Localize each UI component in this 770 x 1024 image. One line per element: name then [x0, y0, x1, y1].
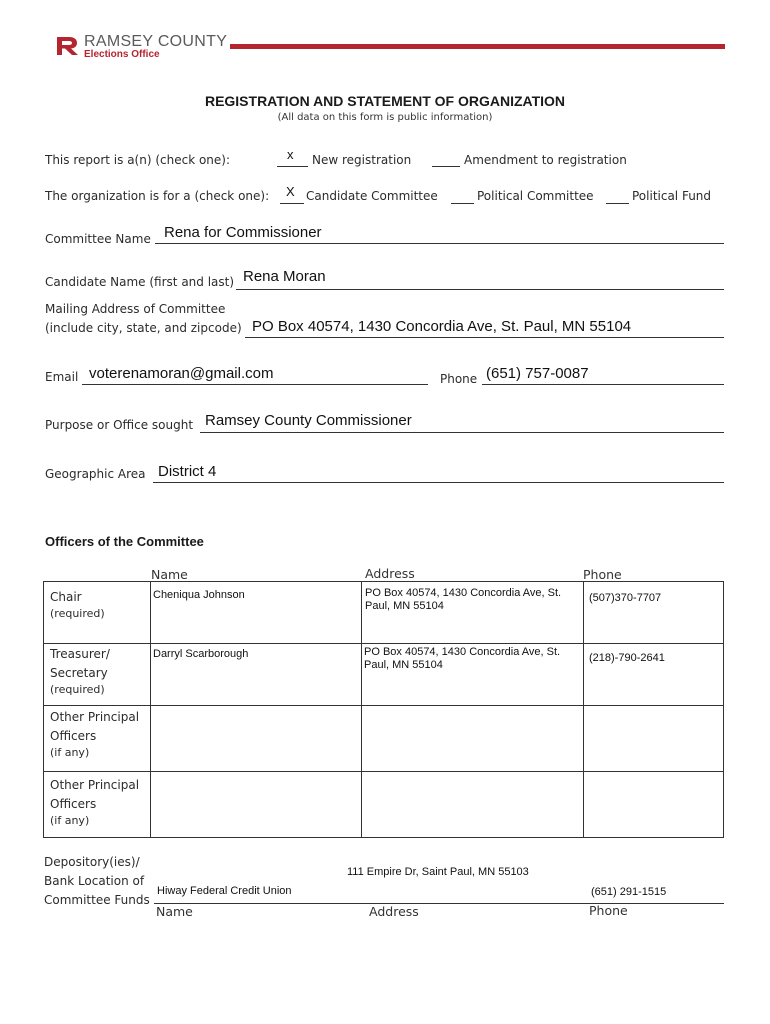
- depository-col-address: Address: [369, 904, 419, 919]
- other-officers-2-note: (if any): [50, 814, 90, 827]
- officers-section-title: Officers of the Committee: [45, 534, 204, 549]
- mailing-address-field[interactable]: PO Box 40574, 1430 Concordia Ave, St. Paul, MN 55104: [252, 318, 632, 335]
- table-row-other-officers-1-label: [50, 708, 148, 759]
- depository-col-phone: Phone: [589, 903, 628, 918]
- mailing-address-hint: (include city, state, and zipcode): [45, 321, 242, 335]
- candidate-name-label: Candidate Name (first and last): [45, 275, 235, 289]
- amendment-blank[interactable]: [432, 166, 460, 167]
- chair-phone-field[interactable]: (507)370-7707: [589, 592, 662, 604]
- other-officers-2-phone-field[interactable]: [589, 778, 719, 833]
- new-registration-blank[interactable]: [277, 166, 308, 167]
- depository-label-line1: Depository(ies)/: [44, 855, 140, 869]
- candidate-committee-label: Candidate Committee: [306, 189, 438, 203]
- depository-phone-field[interactable]: (651) 291-1515: [591, 886, 667, 898]
- email-underline: [82, 384, 428, 385]
- committee-name-underline: [155, 243, 724, 244]
- other-officers-1-name-field[interactable]: [153, 712, 358, 767]
- new-registration-label: New registration: [312, 153, 412, 167]
- officers-col-phone: Phone: [583, 567, 622, 582]
- depository-label: [44, 853, 159, 910]
- political-fund-label: Political Fund: [632, 189, 712, 203]
- header-rule: [230, 44, 725, 49]
- other-officers-1-address-field[interactable]: [365, 712, 579, 767]
- candidate-name-field[interactable]: Rena Moran: [243, 268, 326, 285]
- other-officers-2-name-field[interactable]: [153, 778, 358, 833]
- other-officers-1-role-line2: Officers: [50, 729, 97, 743]
- other-officers-2-role-line1: Other Principal: [50, 778, 140, 792]
- email-field[interactable]: voterenamoran@gmail.com: [89, 365, 274, 382]
- org-type-label: The organization is for a (check one):: [45, 189, 270, 203]
- candidate-committee-check: X: [286, 184, 295, 199]
- ramsey-county-logo-icon: [55, 35, 81, 57]
- phone-field[interactable]: (651) 757-0087: [486, 365, 589, 382]
- other-officers-1-note: (if any): [50, 746, 90, 759]
- depository-label-line2: Bank Location of: [44, 874, 145, 888]
- depository-label-line3: Committee Funds: [44, 893, 150, 907]
- other-officers-1-phone-field[interactable]: [589, 712, 719, 767]
- treasurer-name-field[interactable]: Darryl Scarborough: [153, 648, 249, 660]
- candidate-name-underline: [236, 289, 724, 290]
- other-officers-1-role-line1: Other Principal: [50, 710, 140, 724]
- chair-required-note: (required): [50, 607, 105, 620]
- political-fund-blank[interactable]: [606, 203, 629, 204]
- committee-name-field[interactable]: Rena for Commissioner: [164, 224, 322, 241]
- other-officers-2-role-line2: Officers: [50, 797, 97, 811]
- table-row-treasurer-label: [50, 645, 148, 696]
- mailing-address-label: Mailing Address of Committee: [45, 302, 226, 316]
- amendment-label: Amendment to registration: [464, 153, 627, 167]
- report-type-label: This report is a(n) (check one):: [45, 153, 231, 167]
- depository-address-field[interactable]: 111 Empire Dr, Saint Paul, MN 55103: [347, 866, 529, 878]
- chair-address-field[interactable]: PO Box 40574, 1430 Concordia Ave, St. Paul, MN 55104: [365, 587, 562, 612]
- other-officers-2-address-field[interactable]: [365, 778, 579, 833]
- chair-role: Chair: [50, 590, 82, 604]
- org-name: RAMSEY COUNTY: [84, 33, 228, 50]
- treasurer-address-field[interactable]: PO Box 40574, 1430 Concordia Ave, St. Paul, MN 55104: [364, 646, 561, 671]
- purpose-field[interactable]: Ramsey County Commissioner: [205, 412, 412, 429]
- phone-underline: [482, 384, 724, 385]
- officers-col-name: Name: [151, 567, 188, 582]
- chair-name-field[interactable]: Cheniqua Johnson: [153, 589, 245, 601]
- phone-label: Phone: [440, 372, 478, 386]
- officers-col-address: Address: [365, 566, 415, 581]
- email-label: Email: [45, 370, 79, 384]
- treasurer-role-line2: Secretary: [50, 666, 108, 680]
- treasurer-phone-field[interactable]: (218)-790-2641: [589, 652, 665, 664]
- form-subtitle: (All data on this form is public information): [277, 112, 493, 123]
- political-committee-label: Political Committee: [477, 189, 594, 203]
- depository-name-field[interactable]: Hiway Federal Credit Union: [157, 885, 292, 897]
- table-row-chair-label: [50, 588, 148, 620]
- depository-underline: [154, 903, 724, 904]
- mailing-address-underline: [245, 337, 724, 338]
- purpose-underline: [200, 432, 724, 433]
- form-title: REGISTRATION AND STATEMENT OF ORGANIZATION: [204, 93, 566, 109]
- org-subtitle: Elections Office: [84, 49, 160, 60]
- new-registration-check: x: [287, 147, 294, 162]
- depository-col-name: Name: [156, 904, 193, 919]
- political-committee-blank[interactable]: [451, 203, 474, 204]
- table-row-other-officers-2-label: [50, 776, 148, 827]
- geographic-area-label: Geographic Area: [45, 467, 146, 481]
- purpose-label: Purpose or Office sought: [45, 418, 194, 432]
- treasurer-required-note: (required): [50, 683, 105, 696]
- geographic-area-underline: [153, 482, 724, 483]
- treasurer-role-line1: Treasurer/: [50, 647, 110, 661]
- candidate-committee-blank[interactable]: [280, 203, 304, 204]
- geographic-area-field[interactable]: District 4: [158, 463, 217, 480]
- committee-name-label: Committee Name: [45, 232, 151, 246]
